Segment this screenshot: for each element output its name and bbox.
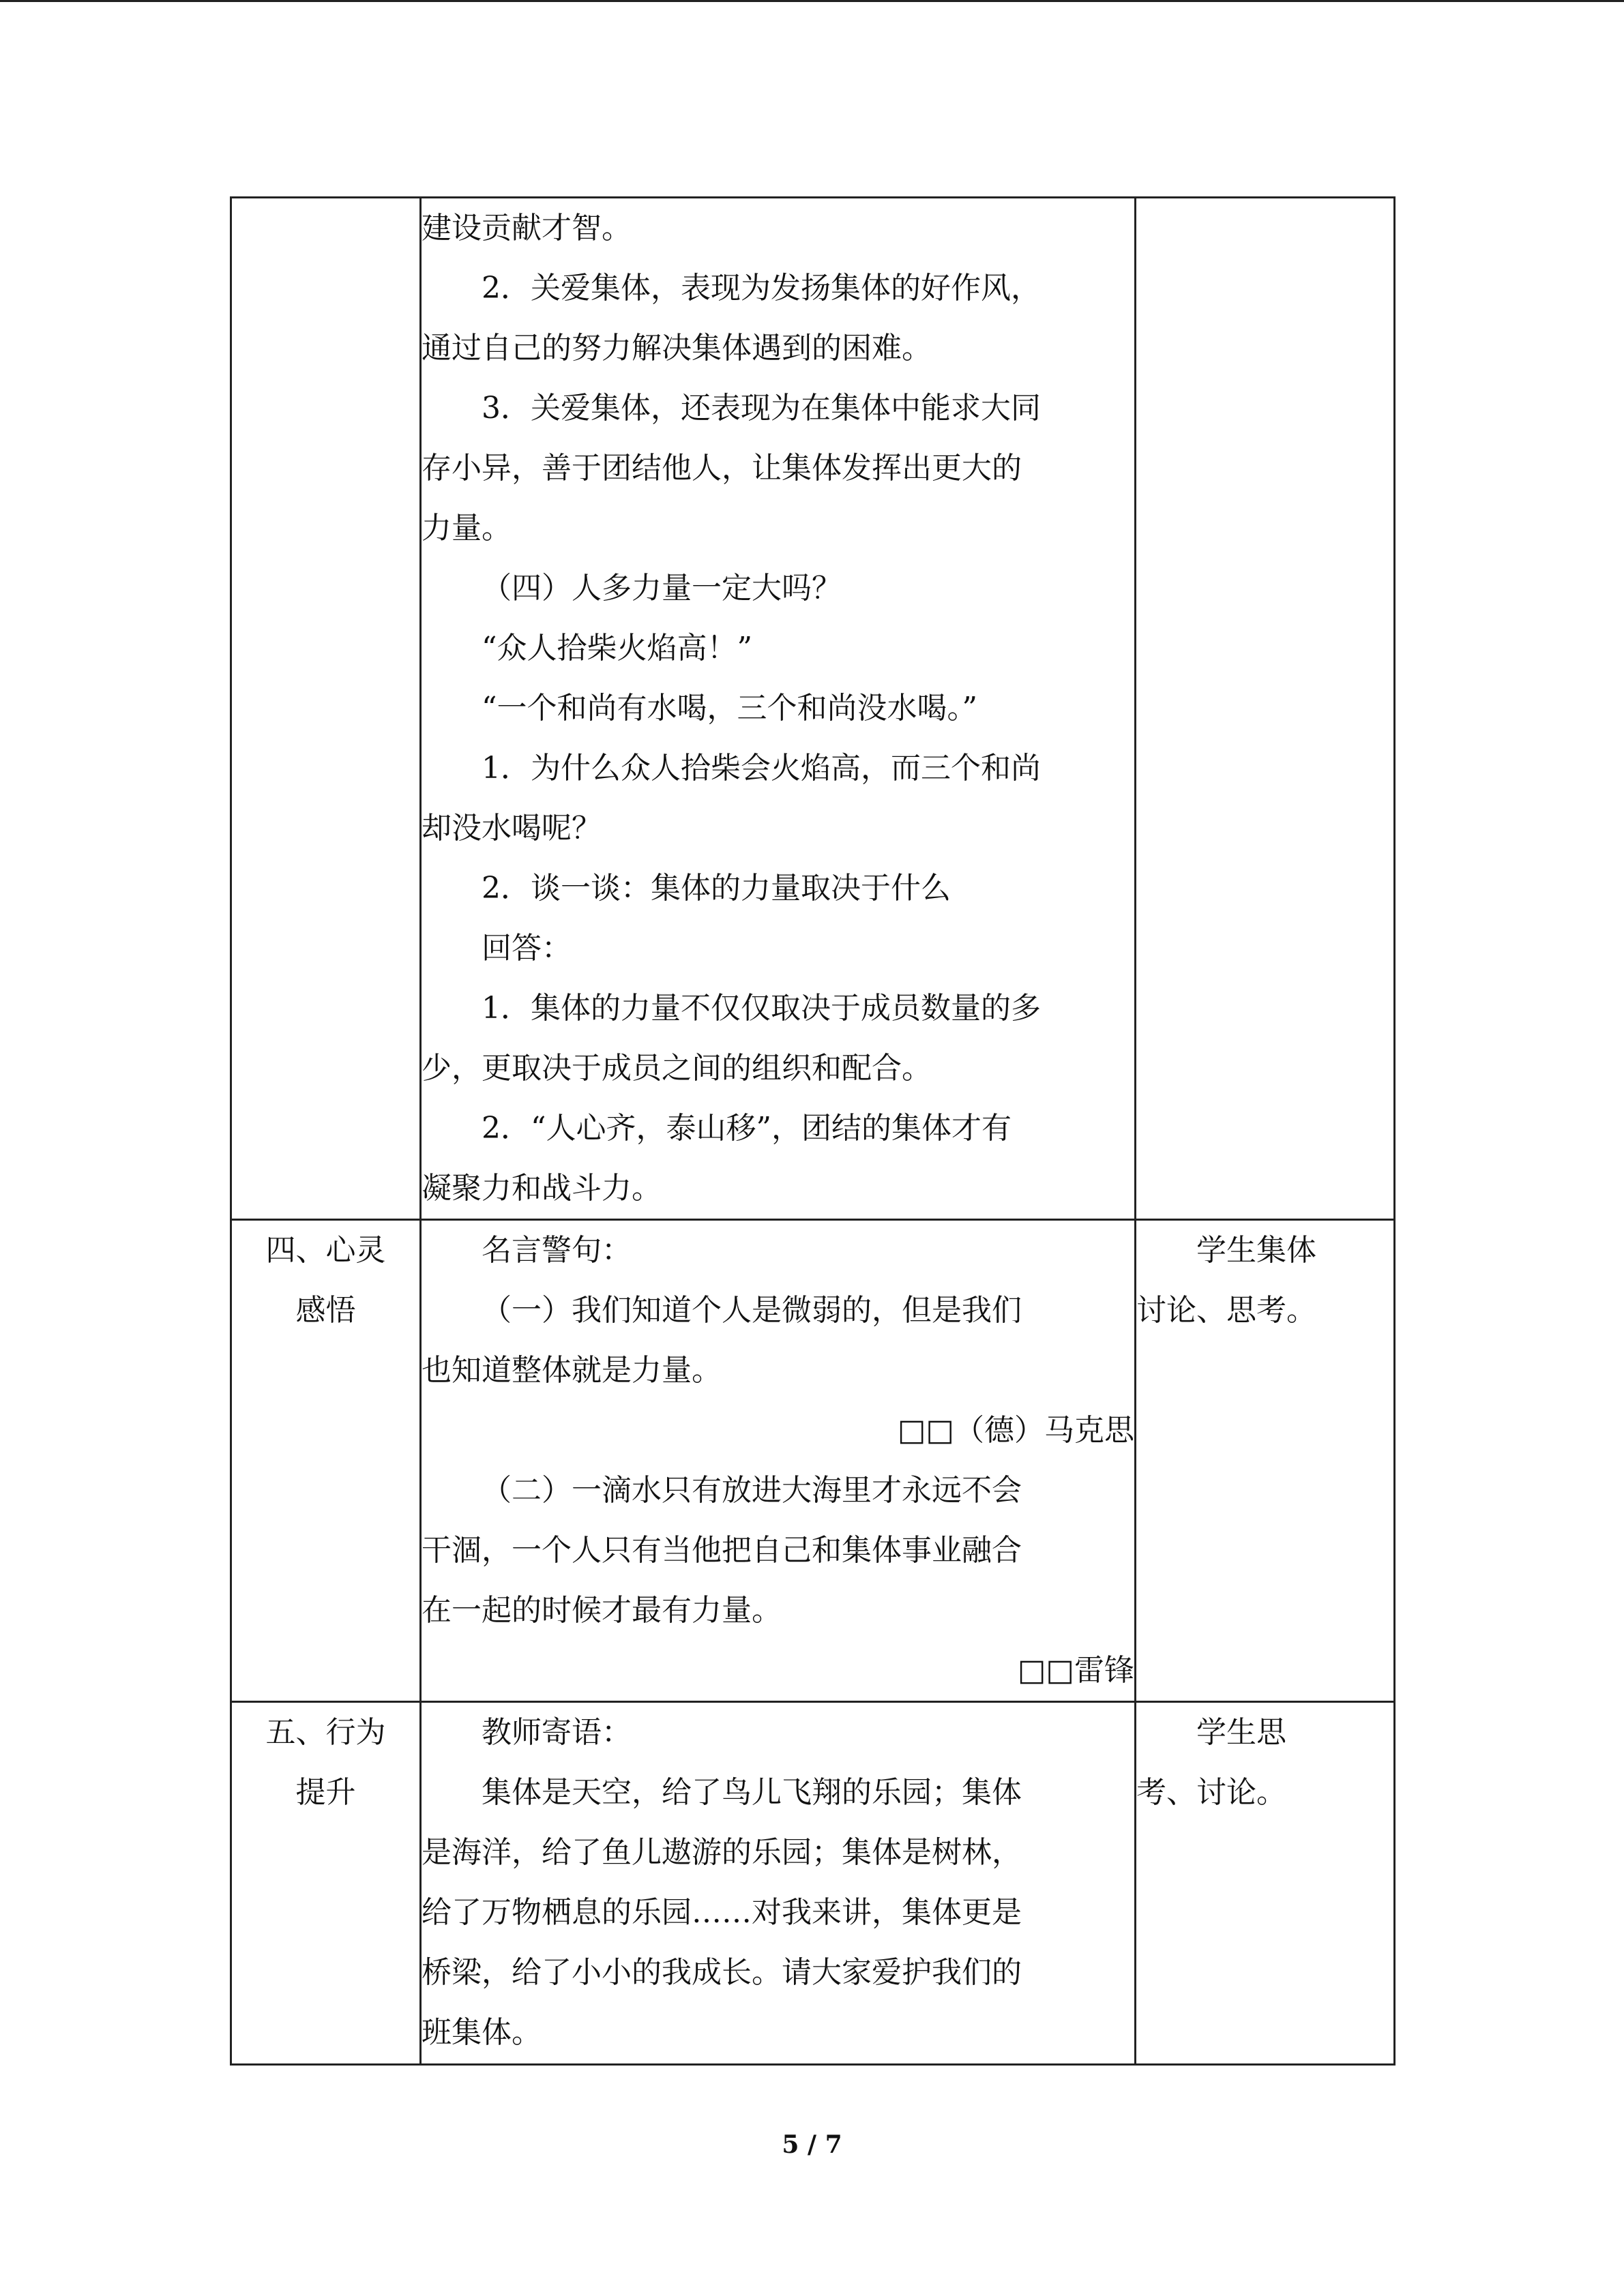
quote-attribution: □□雷锋 [1017, 1653, 1134, 1688]
content-cell [421, 1220, 1136, 1702]
content-line: 也知道整体就是力量。 [422, 1353, 722, 1388]
content-cell [421, 198, 1136, 1220]
activity-line: 学生集体 [1196, 1233, 1316, 1268]
activity-line: 讨论、思考。 [1136, 1293, 1316, 1328]
content-cell [421, 1702, 1136, 2065]
table-row [231, 1702, 1395, 2065]
quote-attribution: □□（德）马克思 [897, 1413, 1134, 1448]
content-line: 是海洋，给了鱼儿遨游的乐园；集体是树林， [422, 1835, 1022, 1870]
content-line: 名言警句： [482, 1233, 632, 1268]
content-line: 1．集体的力量不仅仅取决于成员数量的多 [482, 991, 1041, 1026]
stage-label: 提升 [295, 1775, 356, 1810]
page-top-border [0, 0, 1624, 2]
content-line: 教师寄语： [482, 1715, 632, 1750]
content-line: 凝聚力和战斗力。 [422, 1171, 662, 1206]
stage-cell [231, 1702, 421, 2065]
content-line: 班集体。 [422, 2015, 542, 2050]
content-line: 回答： [482, 931, 572, 966]
content-line: 少，更取决于成员之间的组织和配合。 [422, 1051, 932, 1086]
content-line: “一个和尚有水喝，三个和尚没水喝。” [482, 691, 977, 726]
activity-cell [1136, 1702, 1395, 2065]
content-line: 集体是天空，给了鸟儿飞翔的乐园；集体 [482, 1775, 1022, 1810]
content-line: 建设贡献才智。 [422, 211, 632, 245]
stage-cell [231, 198, 421, 1220]
content-line: （一）我们知道个人是微弱的，但是我们 [482, 1293, 1022, 1328]
content-line: （四）人多力量一定大吗？ [482, 571, 842, 606]
content-line: 2．“人心齐，泰山移”，团结的集体才有 [482, 1111, 1012, 1146]
content-line: 桥梁，给了小小的我成长。请大家爱护我们的 [422, 1955, 1022, 1990]
activity-line: 学生思 [1196, 1715, 1286, 1750]
content-line: 1．为什么众人拾柴会火焰高，而三个和尚 [482, 751, 1041, 786]
content-line: 2．关爱集体，表现为发扬集体的好作风， [482, 271, 1041, 305]
activity-cell [1136, 198, 1395, 1220]
content-line: 给了万物栖息的乐园……对我来讲，集体更是 [422, 1895, 1022, 1930]
content-line: 2．谈一谈：集体的力量取决于什么 [482, 871, 951, 906]
stage-label: 四、心灵 [265, 1233, 386, 1268]
page-number: 5 / 7 [782, 2130, 842, 2159]
stage-cell [231, 1220, 421, 1702]
table-row [231, 198, 1395, 1220]
activity-line: 考、讨论。 [1136, 1775, 1286, 1810]
stage-label: 感悟 [295, 1293, 356, 1328]
lesson-plan-table [230, 196, 1396, 2066]
table-row [231, 1220, 1395, 1702]
content-line: 却没水喝呢？ [422, 811, 602, 846]
content-line: 力量。 [422, 511, 512, 546]
content-line: 干涸，一个人只有当他把自己和集体事业融合 [422, 1533, 1022, 1568]
content-line: （二）一滴水只有放进大海里才永远不会 [482, 1473, 1022, 1508]
content-line: 3．关爱集体，还表现为在集体中能求大同 [482, 391, 1041, 426]
stage-label: 五、行为 [265, 1715, 386, 1750]
activity-cell [1136, 1220, 1395, 1702]
content-line: “众人拾柴火焰高！” [482, 631, 752, 666]
content-line: 通过自己的努力解决集体遇到的困难。 [422, 331, 932, 366]
content-line: 在一起的时候才最有力量。 [422, 1593, 782, 1628]
content-line: 存小异，善于团结他人，让集体发挥出更大的 [422, 451, 1022, 486]
